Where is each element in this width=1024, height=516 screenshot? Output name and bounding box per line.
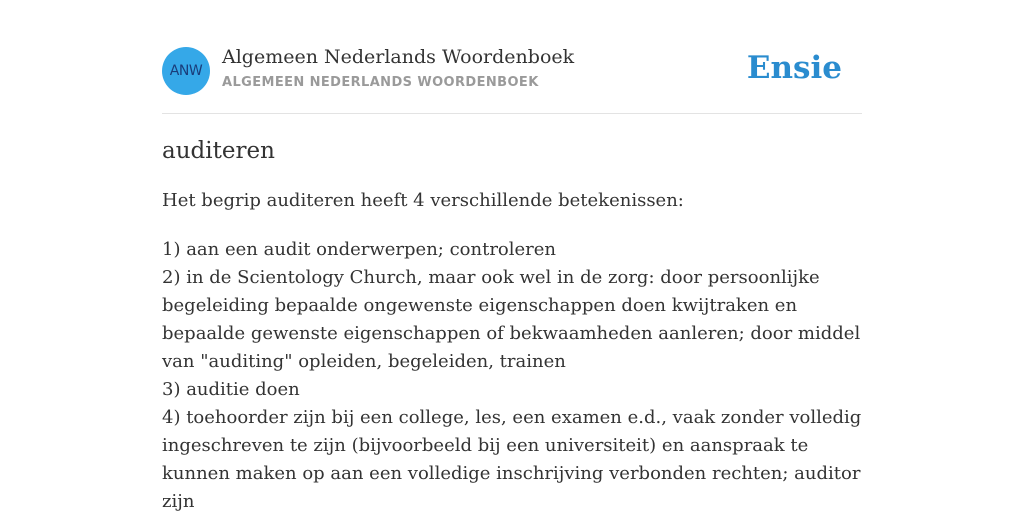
definition-item: 1) aan een audit onderwerpen; controleren: [162, 239, 557, 260]
entry-term: auditeren: [162, 138, 275, 164]
logo-text: ANW: [169, 63, 203, 79]
definition-item: 3) auditie doen: [162, 379, 300, 400]
anw-logo[interactable]: [162, 47, 210, 95]
definition-item: 4) toehoorder zijn bij een college, les, een examen e.d., vaak zonder volledig ingeschreven te zijn (bijvoorbeeld bij een universiteit) en aanspraak te kunnen maken op aan een volledige inschrijving verbonden rechten; auditor zijn: [162, 407, 862, 512]
entry-card: [162, 0, 862, 512]
source-header: [162, 46, 862, 96]
definition-item: 2) in de Scientology Church, maar ook wel in de zorg: door persoonlijke begeleiding bepaalde ongewenste eigenschappen doen kwijtraken en bepaalde gewenste eigenschappen of bekwaamheden aanleren; door middel van "auditing" opleiden, begeleiden, trainen: [162, 267, 861, 372]
definition-list: [162, 236, 862, 516]
entry-intro: Het begrip auditeren heeft 4 verschillende betekenissen:: [162, 190, 684, 211]
ensie-logo[interactable]: Ensie: [746, 50, 842, 86]
source-subtitle: ALGEMEEN NEDERLANDS WOORDENBOEK: [222, 75, 539, 90]
source-title[interactable]: Algemeen Nederlands Woordenboek: [222, 46, 575, 68]
header-divider: [162, 113, 862, 114]
